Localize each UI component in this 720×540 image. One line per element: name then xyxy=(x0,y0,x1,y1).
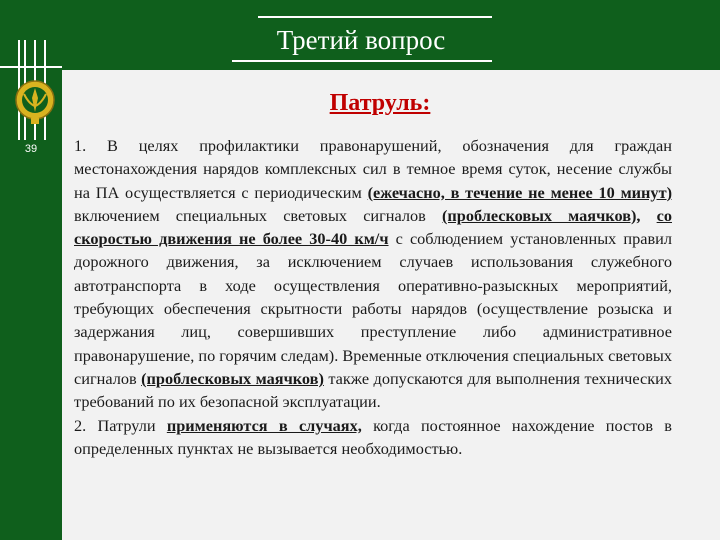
slide-title: Третий вопрос xyxy=(276,25,446,55)
emblem-icon xyxy=(12,76,58,126)
paragraph-2: 2. Патрули применяются в случаях, когда постоянное нахождение постов в определенных пунктах не вызывается необходимостью. xyxy=(74,415,672,458)
paragraph-1: 1. В целях профилактики правонарушений, обозначения для граждан местонахождения нарядов комплексных сил в темное время суток, несение службы на ПА осуществляется с периодическим (ежечасно, в течение не менее 10 минут) включением специальных световых сигналов (проблесковых маячков), со скоростью движения не более 30-40 км/ч с соблюдением установленных правил дорожного движения, за исключением случаев использования служебного автотранспорта в ходе осуществления оперативно-разыскных мероприятий, требующих обеспечения скрытности работы нарядов (осуществление розыска и задержания лиц, совершивших преступление либо административное правонарушение, по горячим следам). Временные отключения специальных световых сигналов (проблесковых маячков) также допускаются для выполнения технических требований по их безопасной эксплуатации. xyxy=(74,136,673,412)
emphasis: применяются в случаях, xyxy=(166,415,362,435)
emphasis: со скоростью движения не более 30-40 км/ч xyxy=(74,205,672,249)
emphasis: (проблесковых маячков) xyxy=(141,368,324,388)
header-line xyxy=(258,16,492,18)
header-line xyxy=(232,60,492,62)
slide-number: 39 xyxy=(24,143,38,155)
emphasis: (ежечасно, в течение не менее 10 минут) xyxy=(367,182,672,202)
subtitle: Патруль: xyxy=(329,90,431,116)
body-text xyxy=(74,134,672,460)
emphasis: (проблесковых маячков), xyxy=(441,205,641,225)
frame-line xyxy=(0,66,62,68)
